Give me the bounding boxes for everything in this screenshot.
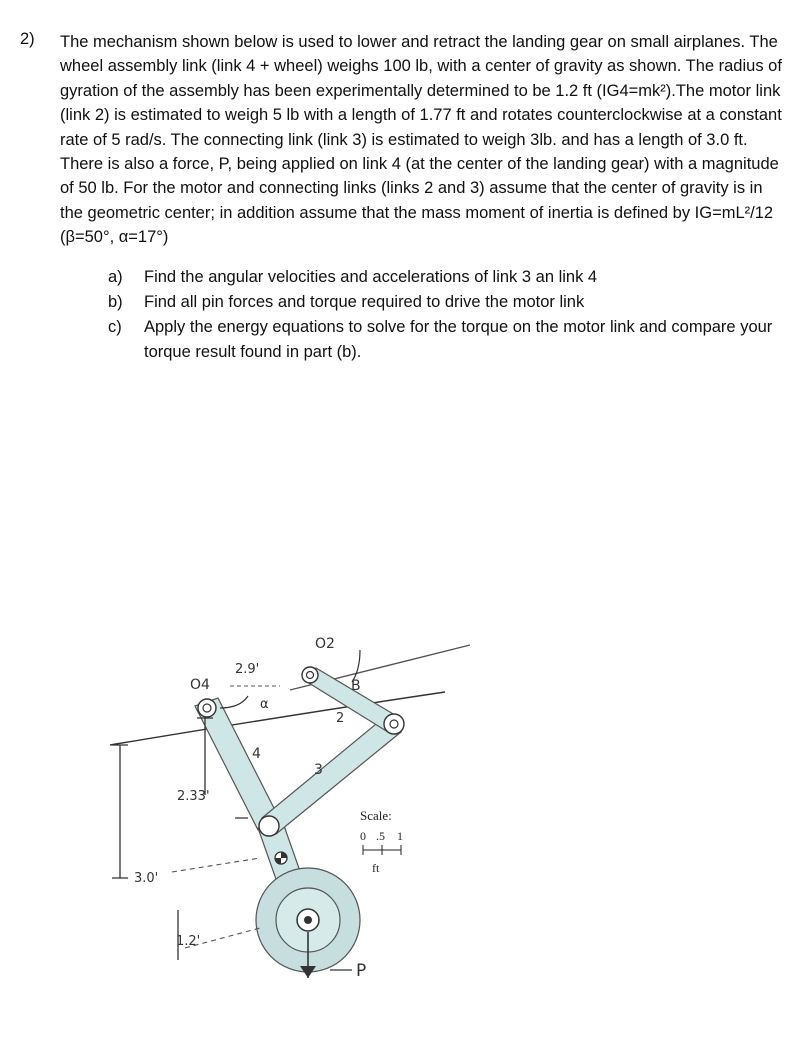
pin-o4 — [198, 699, 216, 717]
scale-bar — [363, 845, 401, 855]
problem-paragraph: The mechanism shown below is used to lower and retract the landing gear on small airplanes. The wheel assembly link (link 4 + wheel) weighs 100 lb, with a center of gravity as shown. The radius of gyration of the assembly has been experimentally determined to be 1.2 ft (IG4=mk²).The motor link (link 2) is estimated to weigh 5 lb with a length of 1.77 ft and rotates counterclockwise at a constant rate of 5 rad/s. The connecting link (link 3) is estimated to weigh 3lb. and has a length of 3.0 ft. There is also a force, P, being applied on link 4 (at the center of the landing gear) with a magnitude of 50 lb. For the motor and connecting links (links 2 and 3) assume that the center of gravity is in the geometric center; in addition assume that the mass moment of inertia is defined by IG=mL²/12 (β=50°, α=17°) — [60, 33, 782, 247]
alpha-arc — [220, 696, 248, 708]
label-link-2: 2 — [336, 711, 345, 726]
part-text: Find all pin forces and torque required to drive the motor link — [144, 293, 585, 311]
problem-statement — [60, 30, 786, 250]
part-label: c) — [108, 318, 122, 336]
part-label: b) — [108, 293, 123, 311]
pin-b — [384, 714, 404, 734]
label-o4: O4 — [190, 677, 210, 693]
scale-unit: ft — [372, 861, 380, 875]
part-b — [108, 290, 788, 315]
problem-parts — [108, 265, 788, 365]
label-dim-30: 3.0' — [134, 871, 159, 886]
label-alpha: α — [260, 697, 269, 712]
problem-number: 2) — [20, 30, 35, 48]
label-link-4: 4 — [252, 746, 261, 762]
label-dim-233: 2.33' — [177, 789, 210, 804]
cg-reference-dashed — [172, 858, 260, 872]
scale-tick-half: .5 — [376, 829, 385, 843]
part-text: Find the angular velocities and accelerations of link 3 an link 4 — [144, 268, 598, 286]
pin-o2 — [302, 667, 318, 683]
label-link-3: 3 — [314, 762, 323, 778]
part-a — [108, 265, 788, 290]
landing-gear-mechanism-figure — [90, 610, 490, 990]
pin-link3-link4 — [259, 816, 279, 836]
label-beta: B — [351, 678, 361, 694]
label-o2: O2 — [315, 636, 335, 652]
scale-tick-1: 1 — [397, 829, 403, 843]
scale-title: Scale: — [360, 808, 392, 823]
label-dim-12: 1.2' — [176, 934, 201, 949]
label-dim-29: 2.9' — [235, 662, 260, 677]
scale-tick-0: 0 — [360, 829, 366, 843]
part-label: a) — [108, 268, 123, 286]
part-text: Apply the energy equations to solve for the torque on the motor link and compare your torque result found in part (b). — [144, 318, 773, 361]
wheel-axle — [304, 916, 312, 924]
label-force-p: P — [356, 961, 367, 981]
part-c — [108, 315, 788, 365]
